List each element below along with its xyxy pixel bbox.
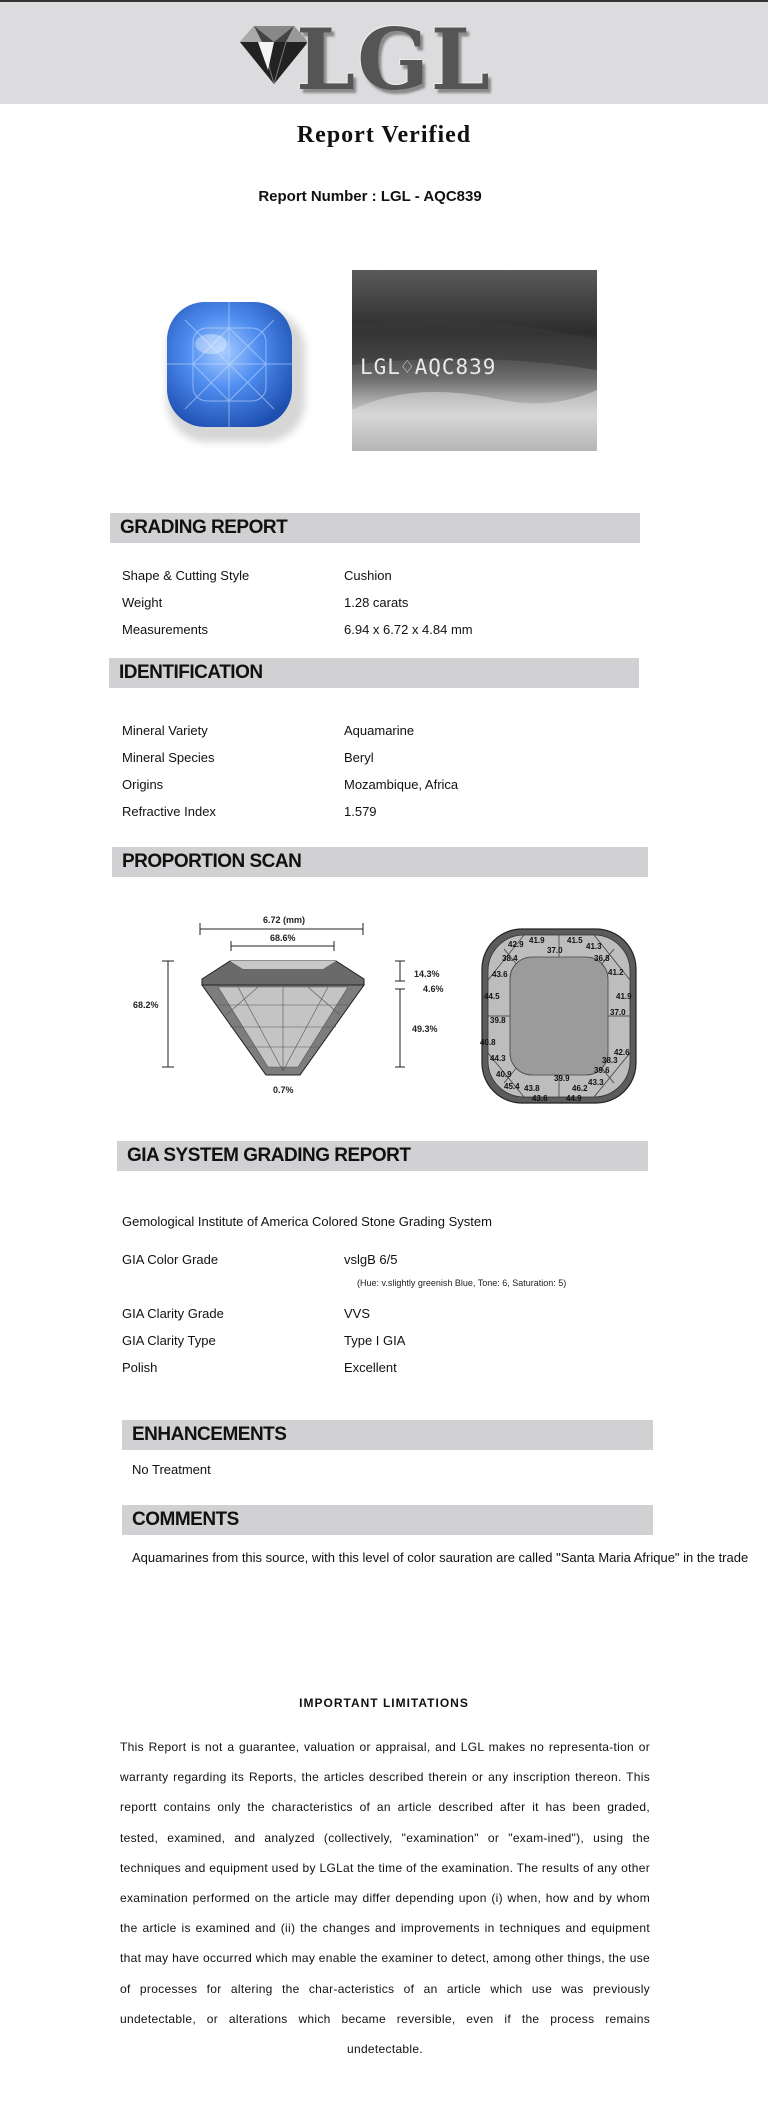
- facet-label: 41.9: [529, 936, 545, 945]
- grading-report-title: GRADING REPORT: [120, 517, 288, 538]
- profile-diagram: [118, 905, 448, 1117]
- crown-label: 14.3%: [414, 969, 440, 979]
- gem-photo: [135, 270, 325, 460]
- inscription-photo: [352, 270, 597, 451]
- facet-label: 41.9: [616, 992, 632, 1001]
- facet-label: 45.4: [504, 1082, 520, 1091]
- facet-label: 37.0: [547, 946, 563, 955]
- facet-label: 36.8: [594, 954, 610, 963]
- page-title: Report Verified: [296, 122, 472, 148]
- logo-text: LGL: [296, 10, 492, 109]
- girdle-label: 4.6%: [423, 984, 444, 994]
- limitations-text: This Report is not a guarantee, valuation or appraisal, and LGL makes no representa-tion or warranty regarding its Reports, the articles described therein or any inscription thereon. This reportt contains only the characteristics of an article described after it has been graded, tested, examined, and analyzed (collectively, "examination" or "exam-ined"), using the techniques and equipment used by LGLat the time of the examination. The results of any other examination performed on the article may differ depending upon (i) when, how and by whom the article is examined and (ii) the changes and improvements in techniques and equipment that may have occurred which may enable the examiner to detect, among other things, the use of processes for altering the char-acteristics of an article which use was previously undetectable, or alterations which became reversible, even if the process remains undetectable.: [120, 1740, 650, 2057]
- facet-label: 43.6: [532, 1094, 548, 1103]
- report-number-label: Report Number :: [258, 188, 377, 205]
- facet-label: 41.2: [608, 968, 624, 977]
- facet-label: 46.2: [572, 1084, 588, 1093]
- facet-label: 43.3: [588, 1078, 604, 1087]
- facet-label: 39.8: [490, 1016, 506, 1025]
- facet-label: 39.6: [594, 1066, 610, 1075]
- gia-title: GIA SYSTEM GRADING REPORT: [127, 1145, 411, 1166]
- page-header: [0, 2, 768, 109]
- comments-title: COMMENTS: [132, 1509, 239, 1530]
- pavilion-label: 49.3%: [412, 1024, 438, 1034]
- proportion-scan-header: [112, 847, 648, 877]
- inscription-text: LGL♢AQC839: [360, 355, 497, 379]
- identification-header: [109, 658, 639, 688]
- facet-diagram: [474, 905, 644, 1117]
- gia-header: [117, 1141, 648, 1171]
- facet-label: 38.4: [502, 954, 518, 963]
- facet-label: 41.3: [586, 942, 602, 951]
- enhancements-header: [122, 1420, 653, 1450]
- facet-label: 37.0: [610, 1008, 626, 1017]
- facet-label: 39.9: [554, 1074, 570, 1083]
- lgl-logo[interactable]: [232, 10, 492, 109]
- gia-subtitle: Gemological Institute of America Colored Stone Grading System: [122, 1214, 492, 1229]
- report-number: [0, 188, 740, 205]
- facet-label: 42.9: [508, 940, 524, 949]
- limitations-title: IMPORTANT LIMITATIONS: [299, 1696, 469, 1710]
- facet-label: 44.9: [566, 1094, 582, 1103]
- facet-label: 38.3: [602, 1056, 618, 1065]
- facet-label: 43.8: [524, 1084, 540, 1093]
- total-depth-label: 68.2%: [133, 1000, 159, 1010]
- enhancements-title: ENHANCEMENTS: [132, 1424, 287, 1445]
- facet-label: 44.3: [490, 1054, 506, 1063]
- report-number-value: LGL - AQC839: [380, 188, 482, 205]
- facet-label: 43.6: [492, 970, 508, 979]
- proportion-scan-title: PROPORTION SCAN: [122, 851, 302, 872]
- table-label: 68.6%: [270, 933, 296, 943]
- comments-header: [122, 1505, 653, 1535]
- facet-label: 40.8: [480, 1038, 496, 1047]
- facet-label: 41.5: [567, 936, 583, 945]
- gia-color-note: (Hue: v.slightly greenish Blue, Tone: 6, Saturation: 5): [357, 1278, 567, 1288]
- facet-label: 44.5: [484, 992, 500, 1001]
- grading-report-header: [110, 513, 640, 543]
- comments-text: Aquamarines from this source, with this level of color sauration are called "Santa Maria Afrique" in the trade: [132, 1550, 749, 1565]
- facet-label: 42.6: [614, 1048, 630, 1057]
- identification-title: IDENTIFICATION: [119, 662, 263, 683]
- culet-label: 0.7%: [273, 1085, 294, 1095]
- enhancements-value: No Treatment: [132, 1462, 211, 1477]
- facet-label: 40.9: [496, 1070, 512, 1079]
- width-label: 6.72 (mm): [263, 915, 306, 925]
